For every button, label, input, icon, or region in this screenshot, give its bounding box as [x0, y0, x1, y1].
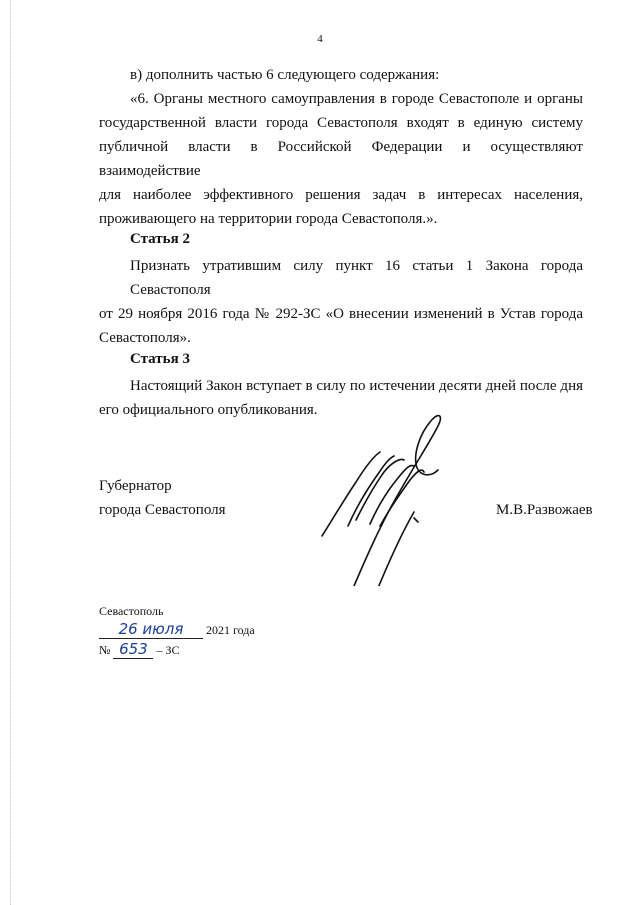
- article2-line: Признать утратившим силу пункт 16 статьи 1 Закона города Севастополя: [130, 258, 583, 298]
- article2-heading: Статья 2: [130, 231, 190, 247]
- handwritten-date: 26 июля: [99, 620, 203, 639]
- part6-line: «6. Органы местного самоуправления в городе Севастополе и органы: [130, 91, 583, 107]
- point-intro: в) дополнить частью 6 следующего содержания:: [130, 67, 440, 83]
- signatory-city: города Севастополя: [99, 502, 226, 518]
- footer-date: [99, 620, 255, 639]
- footer-number: [99, 640, 179, 659]
- handwritten-number: 653: [113, 640, 153, 659]
- article3-line: Настоящий Закон вступает в силу по истечении десяти дней после дня: [130, 378, 583, 394]
- article3-line: его официального опубликования.: [99, 402, 318, 418]
- page-number: 4: [317, 33, 323, 45]
- part6-line: государственной власти города Севастополя входят в единую систему: [99, 115, 583, 131]
- article2-line: Севастополя».: [99, 330, 191, 346]
- signatory-title: Губернатор: [99, 478, 172, 494]
- footer-city: Севастополь: [99, 604, 164, 618]
- part6-line: проживающего на территории города Севастополя.».: [99, 211, 438, 227]
- number-suffix: – ЗС: [156, 643, 180, 657]
- handwritten-signature: [318, 408, 478, 586]
- number-prefix: №: [99, 643, 111, 657]
- article2-line: от 29 ноября 2016 года № 292-ЗС «О внесении изменений в Устав города: [99, 306, 583, 322]
- signatory-name: М.В.Развожаев: [496, 502, 593, 518]
- article2-text: [99, 254, 583, 350]
- part6-line: для наиболее эффективного решения задач в интересах населения,: [99, 187, 583, 203]
- article3-heading: Статья 3: [130, 351, 190, 367]
- part6-line: публичной власти в Российской Федерации и осуществляют взаимодействие: [99, 139, 583, 179]
- page-edge: [0, 0, 11, 905]
- footer-year: 2021 года: [206, 623, 255, 637]
- amendment-block: [99, 63, 583, 231]
